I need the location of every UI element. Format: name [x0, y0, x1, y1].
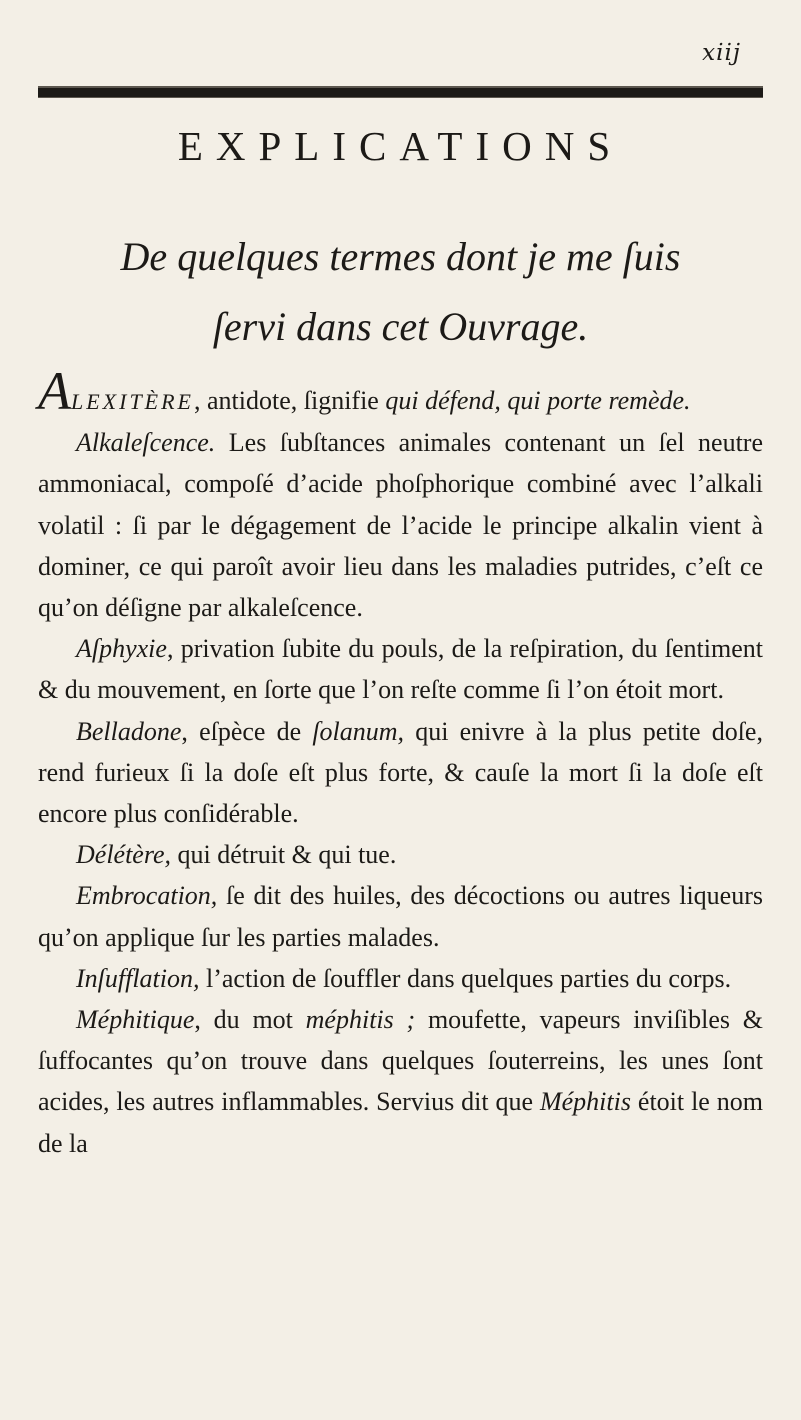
drop-cap: A [38, 361, 71, 421]
entry-italic-text: Méphitis [539, 1087, 631, 1117]
entry-italic-text: ſolanum, [312, 716, 405, 746]
glossary-body [38, 361, 763, 1164]
entry-term: Alkaleſcence. [76, 428, 216, 458]
entry-text: , eſpèce de [181, 716, 313, 746]
entry-text: , privation ſubite du pouls, de la reſpiration, du ſentiment & du mouvement, en ſorte que l’on reſte comme ſi l’on étoit mort. [38, 634, 763, 705]
entry-alkalescence [38, 422, 763, 628]
entry-text: ſe dit des huiles, des décoctions ou autres liqueurs qu’on applique ſur les parties malades. [38, 881, 763, 952]
entry-insufflation [38, 958, 763, 999]
subtitle-line-2: ſervi dans cet Ouvrage. [212, 304, 589, 349]
entry-italic-text: qui défend, qui porte remède. [385, 386, 691, 415]
entry-text: étoit le nom de la [38, 1087, 763, 1158]
entry-term: Délétère, [76, 840, 172, 870]
page-number: xiij [702, 40, 741, 66]
entry-text: l’action de ſouffler dans quelques parties du corps. [199, 963, 732, 993]
entry-text: , du mot [194, 1005, 306, 1035]
subtitle-line-1: De quelques termes dont je me ſuis [120, 234, 681, 279]
entry-belladone [38, 711, 763, 835]
entry-asphyxie [38, 628, 763, 710]
entry-term: Aſphyxie [76, 634, 167, 664]
entry-text: qui enivre à la plus petite doſe, rend furieux ſi la doſe eſt plus forte, & cauſe la mort ſi la doſe eſt encore plus conſidérable. [38, 716, 763, 829]
entry-text: Les ſubſtances animales contenant un ſel neutre ammoniacal, compoſé d’acide phoſphorique combiné avec l’alkali volatil : ſi par le dégagement de l’acide le principe alkalin vient à dominer, ce qui paroît avoir lieu dans les maladies putrides, c’eſt ce qu’on déſigne par alkaleſcence. [38, 428, 763, 623]
header-rule [38, 86, 763, 98]
entry-text: qui détruit & qui tue. [171, 840, 397, 870]
entry-term: Méphitique [76, 1005, 195, 1035]
entry-alexitere [38, 361, 763, 422]
entry-term: Inſufflation, [76, 963, 200, 993]
entry-embrocation [38, 875, 763, 957]
entry-text: moufette, vapeurs inviſibles & ſuffocantes qu’on trouve dans quelques ſouterreins, les unes ſont acides, les autres inflammables. Servius dit que [38, 1005, 763, 1117]
entry-term: Embrocation, [76, 881, 218, 911]
entry-text: , antidote, ſignifie [194, 386, 386, 415]
entry-term: Belladone [76, 716, 182, 746]
chapter-title: EXPLICATIONS [177, 123, 624, 169]
entry-term: LEXITÈRE [71, 389, 194, 414]
entry-mephitique [38, 999, 763, 1164]
chapter-subtitle [0, 222, 801, 362]
entry-italic-text: méphitis ; [305, 1005, 416, 1035]
entry-deletere [38, 834, 763, 875]
